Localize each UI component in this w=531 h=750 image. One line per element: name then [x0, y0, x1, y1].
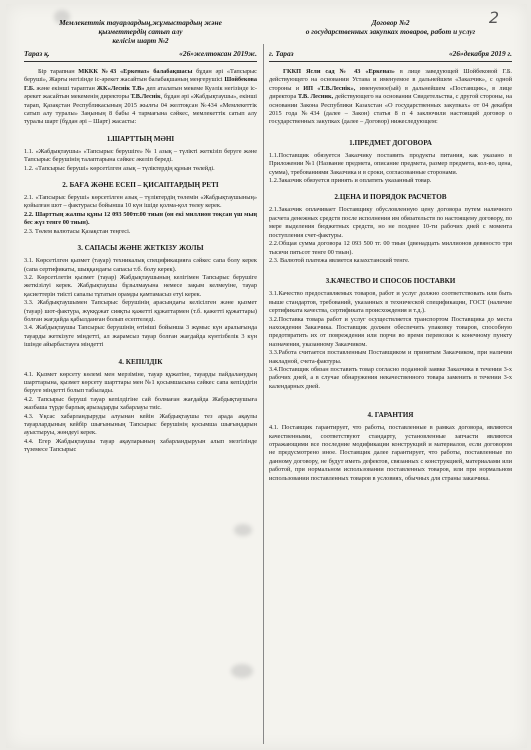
kz-clause: 4.3. Ұқсас хабарландыруды алуынан кейін Жабдықтаушы тез арада ақаулы тауарлардының кейбір шығынының Тапсырыс берушінің қосымша шығындарын ауыстыруы, жөндеуі керек. — [24, 412, 257, 437]
kz-clause: 3.1. Көрсетілген қызмет (тауар) техникалық спецификацияға сәйкес сапа болу керек (сапа сертификаты, шыққандағы сапасы т.б. болу керек). — [24, 257, 257, 273]
kz-header — [24, 18, 257, 45]
kz-section-1-title: 1.ШАРТТЫҢ МӘНІ — [106, 134, 175, 143]
ru-clause: 2.2.Общая сумма договора 12 093 500 тг. 00 тиын (двенадцать миллионов девяносто три тысячи пятьсот тенге 00 тиын). — [269, 240, 512, 256]
kazakh-column — [24, 18, 257, 455]
ru-clause: 3.2.Поставка товара работ и услуг осуществляется транспортом Поставщика до места нахождения Заказчика. Поставщик должен обеспечить упаковку товаров, способную предотвратить их от повреждения или порчи во время перевозки к конечному пункту назначения, указанному Заказчиком. — [269, 315, 512, 348]
kz-preamble: Бір тарапнан МККК №43 «Еркеназ» балабақшасы бұдан әрі «Тапсырыс беруші», Жарғы негізінде іс-әрекет жасайтын балабақшаның меңгерушісі Шойбекова Г.Б. және екінші тараптан ЖК«Леснік Т.В» деп аталатын мекеме Куәлік негізінде іс-әрекет жасайтын мекеменің директоры Т.В.Леснік, бұдан әрі «Жабдықтаушы», екінші тарап, Қазақстан Республикасының 2015 жылғы 04 желтоқсан №434 «Мемлекеттік сатып алу туралы» Заңының 8 бабы 4 тармағына сәйкес, мемлекеттік сатып алу туралы шарт (бұдан әрі – Шарт) жасасты: — [24, 68, 258, 126]
ru-place-date — [269, 49, 512, 58]
kz-clause: 1.1. «Жабдықтаушы» «Тапсырыс берушіге» № 1 азық – түлікті жеткізіп беруге және Тапсырыс берушінің талаптарына сәйкес әкеліп береді. — [24, 147, 257, 164]
column-divider — [263, 44, 264, 744]
kz-clause: 3.4. Жабдықтаушы Тапсырыс берушінің өтініші бойынша 3 жұмыс күн аралығында тауарды жеткізуге міндетті, ал жарамсыз тауар болған жағдайда күнтізбелік 3 күн ішінде айырбастауға міндетті — [24, 324, 257, 349]
kz-clause: 2.2. Шарттың жалпы құны 12 093 500тг.00 тиын (он екі миллион тоқсан үш мың бес жүз тенге 00 тиын). — [24, 210, 257, 227]
kz-clause: 3.3. Жабдықтаушымен Тапсырыс берушінің арасындағы келісілген және қызмет (тауар) шот-фактура, жүкқұжат сияқты қажетті құжаттармен (т.б. қажетті құжаттары) болған жағдайда қабылданған болып есептеледі. — [24, 299, 257, 323]
ru-section-2-title: 2.ЦЕНА И ПОРЯДОК РАСЧЕТОВ — [334, 193, 447, 202]
ru-clause: 2.3. Валютой платежа является казахстанский тенге. — [269, 256, 410, 264]
kz-city: Тараз қ. — [24, 49, 50, 58]
ru-clause: 3.1.Качество предоставляемых товаров, работ и услуг должно соответствовать или быть выше стандартов, требований, указанных в технической спецификации, ГОСТ (наличие сертификата качества, сертификата происхождения и т.д.). — [269, 290, 512, 315]
ru-section-4-title: 4. ГАРАНТИЯ — [367, 411, 414, 420]
russian-column — [269, 18, 512, 483]
kz-section-3-title: 3. САПАСЫ ЖӘНЕ ЖЕТКІЗУ ЖОЛЫ — [77, 244, 204, 253]
kz-clause: 4.1. Қызмет көрсету көлемі мен мерзіміне, тауар құжатіне, тауарды пайдаланудың шарттарына, қызмет көрсету шарттары мен №1 қосымшасына сәйкес сапа кепілдігін беруге міндетті болып табылады. — [24, 370, 257, 395]
ink-blot — [234, 524, 252, 536]
page-number: 2 — [488, 8, 499, 27]
kz-clause: 4.2. Тапсырыс беруші тауар кепілдігіне сай болмаған жағдайда Жабдықтаушыға жазбаша түрде барлық арызадарды хабарлауы тиіс. — [24, 395, 257, 412]
ru-date: «26»декабря 2019 г. — [448, 49, 512, 58]
ru-clause: 1.2.Заказчик обязуется принять и оплатить указанный товар. — [269, 177, 432, 185]
ru-clause: 2.1.Заказчик оплачивает Поставщику обусловленную цену договора путем наличного расчета денежных средств после исполнения им обязательств по настоящему договору, по мере выделения бюджетных средств, но не позднее 10-ти рабочих дней с момента поступления счет-фактуры. — [269, 206, 512, 239]
ru-section-1-title: 1.ПРЕДМЕТ ДОГОВОРА — [349, 138, 432, 147]
ru-clause: 4.1. Поставщик гарантирует, что работы, поставленные в рамках договора, являются качественными, соответствуют стандарту, установленные запчасти являются отражающими все последние модификации конструкций и материалов, если договором не предусмотрено иное. Поставщик далее гарантирует, что работы, поставленные по данному договору, не будут иметь дефектов, связанных с конструкцией, материалами или работой, при нормальном использовании поставленных товаров, или при нормальном использовании поставленных товаров в условиях, обычных для страны заказчика. — [269, 424, 512, 482]
kz-header-line: келісім шарт №2 — [112, 36, 169, 45]
kz-clause: 2.3. Төлем валютасы Қазақстан теңгесі. — [24, 227, 131, 235]
kz-date: «26»желтоксан 2019ж. — [179, 49, 257, 58]
kz-section-4-title: 4. КЕПІЛДІК — [118, 357, 163, 366]
kz-clause: 4.4. Егер Жабдықтаушы тауар ақауларының хабарландыруын алып мезгілінде түземесе Тапсырыс — [24, 437, 257, 454]
kz-section-2-title: 2. БАҒА ЖӘНЕ ЕСЕП – ҚИСАПТАРДЫҢ РЕТІ — [62, 181, 219, 190]
ru-clause: 1.1.Поставщик обязуется Заказчику поставить продукты питания, как указано в Приложении №1 (Название предмета, описание предмета, размер предмета, кол-во, цена, сумма), требованиями Заказчика и в сроки, согласованные сторонами. — [269, 151, 512, 176]
ru-header — [269, 18, 512, 45]
ru-clause: 3.4.Поставщик обязан поставить товар согласно поданной заявке Заказчика в течении 3-х рабочих дней, а в случае обнаружения некачественного товара заменить в течении 3-х календарных дней. — [269, 365, 512, 390]
ru-header-line: Договор №2 — [371, 18, 410, 27]
kz-header-line: Мемлекеттік тауарлардың,жұмыстардың және — [59, 18, 222, 27]
ru-section-3-title: 3.КАЧЕСТВО И СПОСОБ ПОСТАВКИ — [325, 277, 456, 286]
kz-clause: 2.1. «Тапсырыс беруші» көрсетілген азық – түліктердің төлемін «Жабдықтаушының» қойылған шот – фактурасы бойынша 10 күн ішіде қолма-қол төлеу керек. — [24, 194, 257, 210]
ru-header-line: о государственных закупках товаров, работ и услуг — [305, 27, 476, 36]
kz-clause: 3.2. Көрсетілетін қызмет (тауар) Жабдықтаушының келігімен Тапсырыс берушіге жеткізілуі керек. Жабдықтаушы бұзылмауына немесе зақым келмеуіне, тауар қасиеттерін тиісті сапалы тұтатын орамды қамтамасыз етуі керек. — [24, 273, 257, 298]
kz-clause: 1.2. «Тапсырыс беруші» көрсетілген азық – түліктердің құнын төлейді. — [24, 164, 215, 172]
ru-city: г. Тараз — [269, 49, 294, 58]
ru-preamble: ГККП Ясли сад № 43 «Еркеназ» в лице заведующей Шойбековой Г.Б. действующего на основании Устава и именуемое в дальнейшем «Заказчик», с одной стороны и ИП «Т.В.Леснік», именуемое(ый) в дальнейшем «Поставщик», в лице директора Т.В. Лесник, действующего на основании Свидетельства, с другой стороны, на основании Закона Республики Казахстан «О государственных закупках» от 04 декабря 2015 года №434 (далее – Закон) статья 8 п 4 заключили настоящий договор о государственных закупках (далее – Договор) нижеследующем: — [269, 68, 513, 126]
kz-place-date — [24, 49, 257, 58]
document-page — [6, 4, 527, 748]
ru-clause: 3.3.Работа считается поставленным Поставщиком и принятым Заказчиком, при наличии накладной, счета-фактуры. — [269, 349, 512, 365]
kz-header-line: қызметтердің сатып алу — [98, 27, 183, 36]
ink-blot — [231, 664, 253, 678]
